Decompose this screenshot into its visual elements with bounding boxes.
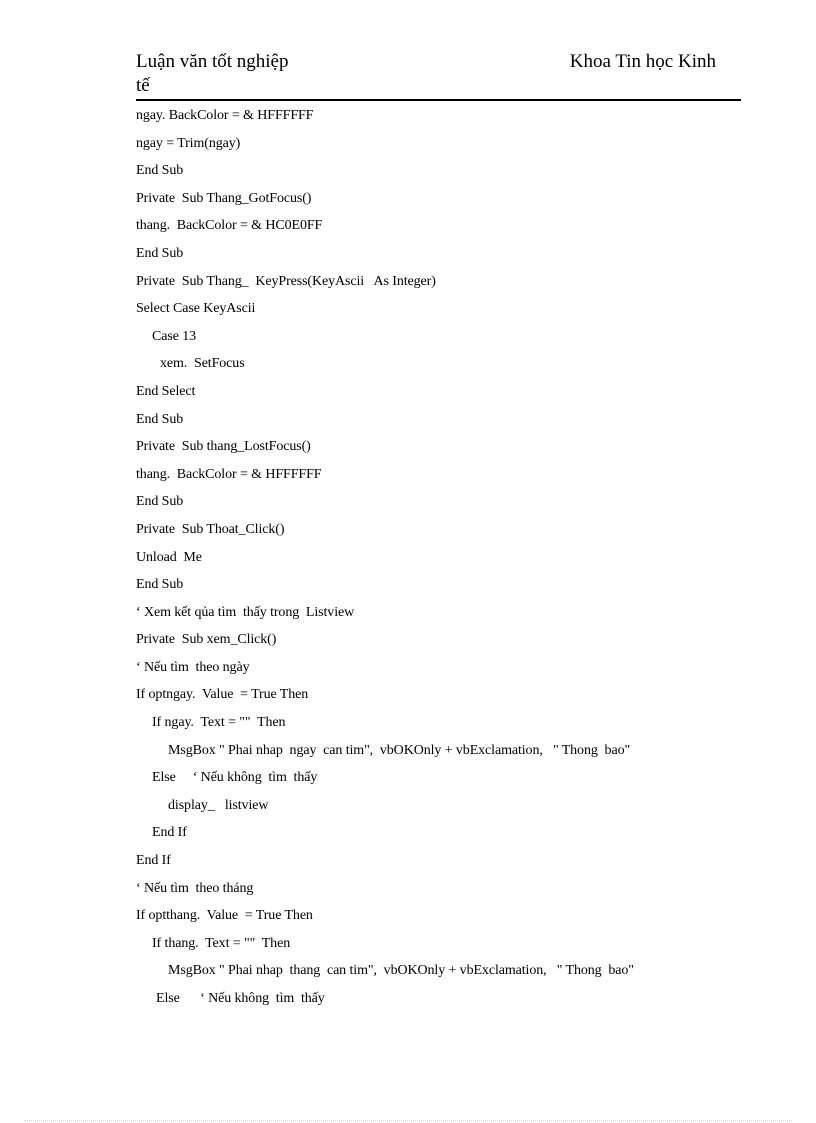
code-line: Unload Me <box>136 549 202 565</box>
code-line: MsgBox " Phai nhap ngay can tim", vbOKOnly + vbExclamation, " Thong bao" <box>168 742 631 758</box>
header-faculty: Khoa Tin học Kinh <box>569 51 716 72</box>
code-line: ngay. BackColor = & HFFFFFF <box>136 108 314 123</box>
code-line: End Sub <box>136 577 184 593</box>
code-line: Case 13 <box>152 328 197 344</box>
code-line: Private Sub Thoat_Click() <box>136 521 285 537</box>
code-comment-line: ‘ Nếu tìm theo tháng <box>136 880 254 896</box>
code-line: Select Case KeyAscii <box>136 301 256 317</box>
code-line: End If <box>152 825 187 841</box>
header-left <box>136 50 336 98</box>
code-line: Else ‘ Nếu không tìm thấy <box>156 991 325 1006</box>
code-line: End Sub <box>136 245 184 261</box>
code-line: Private Sub Thang_GotFocus() <box>136 190 312 206</box>
code-line: xem. SetFocus <box>160 356 245 372</box>
code-line: Else ‘ Nếu không tìm thấy <box>152 770 318 786</box>
code-line: thang. BackColor = & HC0E0FF <box>136 218 323 234</box>
code-line: End Sub <box>136 163 184 179</box>
code-comment-line: ‘ Nếu tìm theo ngày <box>136 659 250 675</box>
code-line: End Select <box>136 383 196 399</box>
code-line: End Sub <box>136 411 184 427</box>
header-thesis-title: Luận văn tốt nghiệp <box>136 51 289 72</box>
code-line: End Sub <box>136 494 184 510</box>
code-line: Private Sub thang_LostFocus() <box>136 439 311 455</box>
page-bottom-divider <box>24 1120 792 1121</box>
code-comment-line: ‘ Xem kết qủa tìm thấy trong Listview <box>136 604 355 620</box>
code-line: Private Sub Thang_ KeyPress(KeyAscii As Integer) <box>136 273 436 289</box>
code-line: ngay = Trim(ngay) <box>136 135 241 151</box>
header-thesis-title-cont: tế <box>136 75 150 96</box>
code-line: End If <box>136 853 171 869</box>
code-line: MsgBox " Phai nhap thang can tim", vbOKOnly + vbExclamation, " Thong bao" <box>168 963 634 979</box>
code-line: If optngay. Value = True Then <box>136 687 309 703</box>
code-line: display_ listview <box>168 797 269 813</box>
code-listing <box>136 102 736 1013</box>
page-header <box>136 50 740 100</box>
code-line: Private Sub xem_Click() <box>136 632 277 648</box>
header-rule <box>136 99 741 101</box>
code-line: thang. BackColor = & HFFFFFF <box>136 466 322 482</box>
code-line: If optthang. Value = True Then <box>136 908 313 924</box>
code-line: If ngay. Text = "" Then <box>152 715 286 731</box>
code-line: If thang. Text = "" Then <box>152 935 291 951</box>
